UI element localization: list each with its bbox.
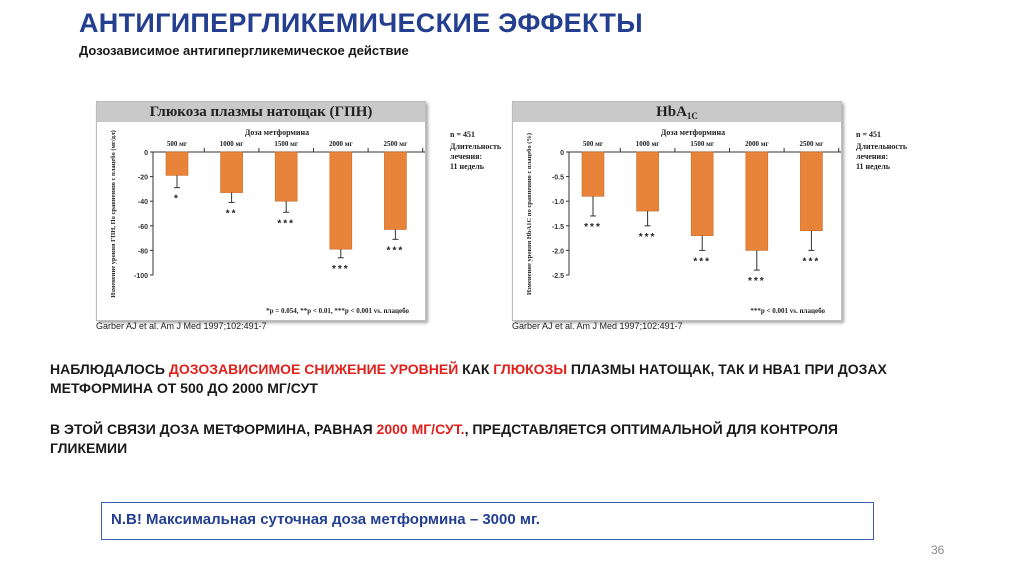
fpg-bar (275, 152, 297, 201)
hba1c-ytick-label: 0 (560, 150, 564, 157)
fpg-n: n = 451 (450, 130, 476, 139)
hba1c-category-label: 1000 мг (635, 140, 660, 148)
p1-highlight-glucose: ГЛЮКОЗЫ (493, 361, 568, 377)
fpg-bar (166, 152, 188, 175)
p2-highlight-dose: 2000 МГ/СУТ. (376, 421, 465, 437)
hba1c-significance: *** (693, 256, 712, 268)
hba1c-yaxis-title: Изменение уровня HbA1C по сравнению с плацебо (%) (526, 132, 533, 296)
fpg-ytick-label: -80 (137, 248, 148, 256)
fpg-ytick-label: -40 (137, 199, 148, 207)
p1-part-a: НАБЛЮДАЛОСЬ (50, 361, 169, 377)
fpg-ytick-label: -20 (137, 174, 148, 182)
hba1c-duration-3: 11 недель (856, 162, 890, 171)
p2-part-c: , ПРЕДСТАВЛЯЕТСЯ ОПТИМАЛЬНОЙ ДЛЯ КОНТРОЛЯ ГЛИКЕМИИ (50, 421, 838, 456)
fpg-category-label: 1000 мг (219, 140, 244, 148)
max-dose-callout (101, 502, 874, 540)
hba1c-ytick-label: -0.5 (551, 174, 564, 182)
hba1c-bar (582, 152, 604, 196)
hba1c-n: n = 451 (856, 130, 882, 139)
fpg-reference: Garber AJ et al. Am J Med 1997;102:491-7 (96, 321, 267, 331)
fpg-significance: * (174, 193, 180, 205)
fpg-side-note (450, 130, 501, 172)
fpg-bar (221, 152, 243, 193)
hba1c-significance: *** (584, 221, 602, 233)
hba1c-significance: *** (638, 231, 657, 243)
fpg-ytick-label: -60 (137, 223, 148, 231)
hba1c-category-label: 500 мг (582, 140, 604, 148)
hba1c-ytick-label: -1.0 (551, 199, 564, 207)
hba1c-category-label: 1500 мг (690, 140, 715, 148)
p1-part-c: КАК (458, 361, 494, 377)
hba1c-plot-area (513, 122, 841, 320)
hba1c-chart-title: HbA$_{1C}$ (513, 102, 841, 122)
hba1c-chart (512, 101, 842, 321)
p1-part-e: ПЛАЗМЫ НАТОЩАК, ТАК И HBA1 ПРИ ДОЗАХ МЕТФОРМИНА ОТ 500 ДО 2000 МГ/СУТ (50, 361, 887, 396)
hba1c-category-label: 2000 мг (744, 140, 769, 148)
fpg-chart-title: Глюкоза плазмы натощак (ГПН) (97, 102, 425, 122)
hba1c-bar (691, 152, 713, 236)
fpg-category-label: 2000 мг (328, 140, 353, 148)
hba1c-ytick-label: -2.5 (551, 273, 564, 280)
hba1c-bar (637, 152, 659, 211)
hba1c-bar (800, 152, 822, 231)
hba1c-significance: *** (802, 256, 821, 268)
fpg-chart-svg (97, 122, 425, 320)
fpg-category-label: 500 мг (166, 140, 188, 148)
p2-part-a: В ЭТОЙ СВЯЗИ ДОЗА МЕТФОРМИНА, РАВНАЯ (50, 421, 377, 437)
fpg-duration-2: лечения: (450, 152, 483, 161)
hba1c-bar (746, 152, 768, 250)
hba1c-duration-1: Длительность (856, 142, 908, 151)
hba1c-ytick-label: -1.5 (551, 223, 564, 231)
slide-title: АНТИГИПЕРГЛИКЕМИЧЕСКИЕ ЭФФЕКТЫ (79, 8, 643, 38)
hba1c-duration-2: лечения: (856, 152, 889, 161)
fpg-duration-3: 11 недель (450, 162, 484, 171)
fpg-category-label: 2500 мг (383, 140, 408, 148)
fpg-duration-1: Длительность (450, 142, 502, 151)
fpg-bar (330, 152, 352, 249)
hba1c-xaxis-title: Доза метформина (660, 128, 726, 137)
fpg-plot-area (97, 122, 425, 320)
hba1c-reference: Garber AJ et al. Am J Med 1997;102:491-7 (512, 321, 683, 331)
max-dose-text: N.B! Максимальная суточная доза метформина – 3000 мг. (111, 511, 540, 528)
hba1c-ytick-label: -2.0 (551, 248, 564, 256)
hba1c-significance: *** (747, 276, 766, 288)
fpg-category-label: 1500 мг (274, 140, 299, 148)
fpg-xaxis-title: Доза метформина (244, 128, 310, 137)
fpg-significance: ** (225, 208, 238, 220)
hba1c-side-note (856, 130, 907, 172)
fpg-significance: *** (386, 245, 405, 257)
conclusion-paragraph (50, 420, 910, 458)
page-number: 36 (931, 543, 945, 557)
fpg-significance: *** (277, 218, 296, 230)
fpg-ytick-label: 0 (144, 150, 148, 157)
p1-highlight-dose: ДОЗОЗАВИСИМОЕ СНИЖЕНИЕ УРОВНЕЙ (168, 361, 459, 377)
fpg-ytick-label: -100 (133, 273, 148, 280)
hba1c-chart-svg (513, 122, 841, 320)
fpg-bar (384, 152, 406, 229)
hba1c-category-label: 2500 мг (799, 140, 824, 148)
slide-subtitle: Дозозависимое антигипергликемическое действие (79, 43, 409, 58)
hba1c-footnote: ***p < 0.001 vs. плацебо (750, 307, 825, 315)
finding-paragraph (50, 360, 910, 398)
fpg-chart (96, 101, 426, 321)
fpg-yaxis-title: Изменение уровня ГПН, По сравнению с плацебо (мг/дл) (110, 130, 117, 298)
fpg-footnote: *p = 0.054, **p < 0.01, ***p < 0.001 vs. плацебо (266, 307, 409, 315)
fpg-significance: *** (331, 263, 350, 275)
